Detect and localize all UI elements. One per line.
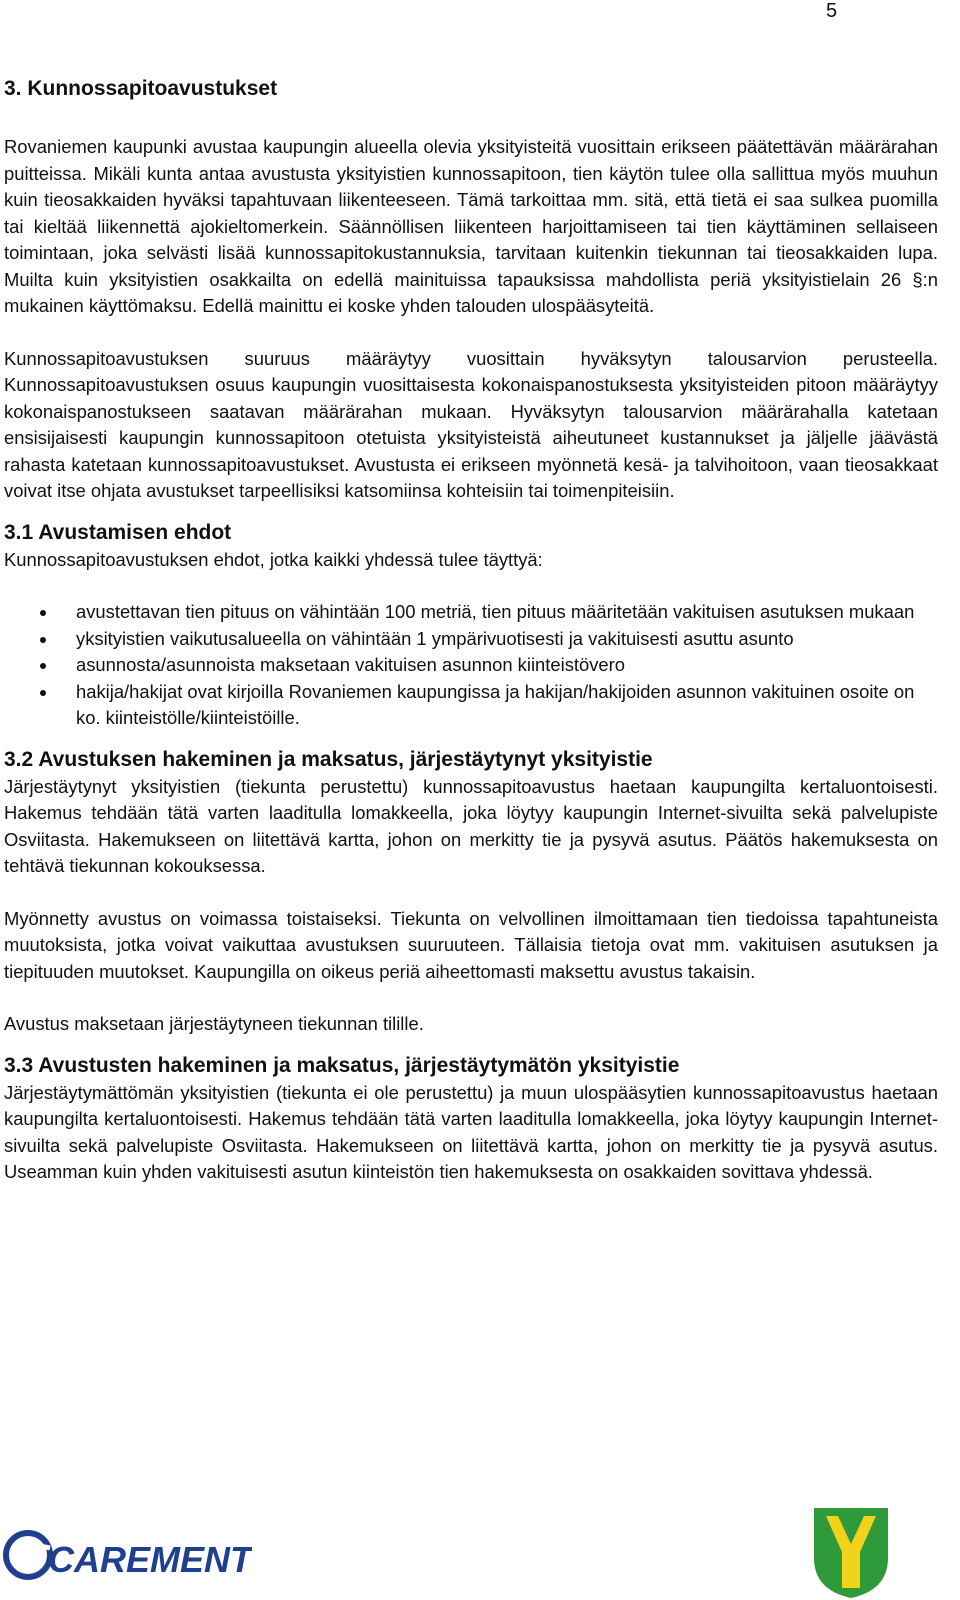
chapter-heading: 3. Kunnossapitoavustukset — [4, 77, 278, 100]
intro-paragraph-1: Rovaniemen kaupunki avustaa kaupungin alueella olevia yksityisteitä vuosittain erikseen päätettävän määrärahan puitteissa. Mikäli kunta antaa avustusta yksityistien kunnossapitoon, tien käytön tulee olla sallittua myös muuhun kuin tieosakkaiden hyväksi tapahtuvaan liikenteeseen. Tämä tarkoittaa mm. sitä, että tietä ei saa sulkea puomilla tai kieltää liikennettä ajokieltomerkein. Säännöllisen liikenteen harjoittamiseen tai tien käyttäminen sellaiseen toimintaan, joka selvästi lisää kunnossapitokustannuksia, tarvitaan kuitenkin tiekunnan tai tieosakkaiden lupa. Muilta kuin yksityistien osakkailta on edellä mainituissa tapauksissa mahdollista periä yksityistielain 26 §:n mukainen käyttömaksu. Edellä mainittu ei koske yhden talouden ulospääsyteitä. — [4, 136, 938, 316]
logo-wordmark: CAREMENT — [48, 1539, 252, 1580]
list-item-text: yksityistien vaikutusalueella on vähintään 1 ympärivuotisesti ja vakituisesti asuttu asunto — [76, 627, 794, 649]
list-item — [4, 599, 938, 626]
bullet-icon — [40, 690, 46, 696]
conditions-list — [4, 599, 938, 732]
list-item-text: hakija/hakijat ovat kirjoilla Rovaniemen kaupungissa ja hakijan/hakijoiden asunnon vakituinen osoite on ko. kiinteistölle/kiinteistöille. — [76, 680, 915, 728]
section-3-2-paragraph-1: Järjestäytynyt yksityistien (tiekunta perustettu) kunnossapitoavustus haetaan kaupungilta kertaluontoisesti. Hakemus tehdään tätä varten laaditulla lomakkeella, joka löytyy kaupungin Internet-sivuilta sekä palvelupiste Osviitasta. Hakemukseen on liitettävä kartta, johon on merkitty tie ja pysyvä asutus. Päätös hakemuksesta on tehtävä tiekunnan kokouksessa. — [4, 775, 938, 876]
section-3-3-heading: 3.3 Avustusten hakeminen ja maksatus, järjestäytymätön yksityistie — [4, 1053, 680, 1077]
list-item — [4, 626, 938, 653]
rovaniemi-crest — [812, 1506, 890, 1600]
intro-paragraph-2: Kunnossapitoavustuksen suuruus määräytyy vuosittain hyväksytyn talousarvion perusteella. Kunnossapitoavustuksen osuus kaupungin vuosittaisesta kokonaispanostuksesta yksityisteiden pitoon määräytyy kokonaispanostukseen saatavan määrärahan mukaan. Hyväksytyn talousarvion määrärahalla katetaan ensisijaisesti kaupungin kunnossapitoon otetuista yksityisteistä aiheutuneet kustannukset ja jäljelle jäävästä rahasta katetaan kunnossapitoavustukset. Avustusta ei erikseen myönnetä kesä- ja talvihoitoon, vaan tieosakkaat voivat itse ohjata avustukset tarpeellisiksi katsomiinsa kohteisiin tai toimenpiteisiin. — [4, 347, 938, 501]
logo-swirl-icon — [6, 1533, 50, 1577]
list-item-text: avustettavan tien pituus on vähintään 100 metriä, tien pituus määritetään vakituisen asutuksen mukaan — [76, 601, 915, 622]
bullet-icon — [40, 637, 46, 643]
list-item-text: asunnosta/asunnoista maksetaan vakituisen asunnon kiinteistövero — [76, 654, 625, 675]
section-3-3-paragraph-1: Järjestäytymättömän yksityistien (tiekunta ei ole perustettu) ja muun ulospääsytien kunnossapitoavustus haetaan kaupungilta kertaluontoisesti. Hakemus tehdään tätä varten laaditulla lomakkeella, joka löytyy kaupungin Internet-sivuilta sekä palvelupiste Osviitasta. Hakemukseen on liitettävä kartta, johon on merkitty tie ja pysyvä asutus. Useamman kuin yhden vakituisesti asutun kiinteistön tien hakemuksesta on osakkaiden sovittava yhdessä. — [4, 1081, 938, 1182]
bullet-icon — [40, 610, 46, 616]
bullet-icon — [40, 663, 46, 669]
carement-logo — [2, 1530, 252, 1580]
section-3-2-paragraph-2: Myönnetty avustus on voimassa toistaiseksi. Tiekunta on velvollinen ilmoittamaan tien tiedoissa tapahtuneista muutoksista, jotka voivat vaikuttaa avustuksen suuruuteen. Tällaisia tietoja ovat mm. vakituisen asutuksen ja tiepituuden muutokset. Kaupungilla on oikeus periä aiheettomasti maksettu avustus takaisin. — [4, 907, 938, 982]
page-number: 5 — [826, 0, 838, 22]
section-3-2-paragraph-3: Avustus maksetaan järjestäytyneen tiekunnan tilille. — [4, 1013, 424, 1034]
list-item — [4, 679, 938, 732]
section-3-1-lead: Kunnossapitoavustuksen ehdot, jotka kaikki yhdessä tulee täyttyä: — [4, 548, 543, 570]
section-3-2-heading: 3.2 Avustuksen hakeminen ja maksatus, järjestäytynyt yksityistie — [4, 747, 653, 771]
section-3-1-heading: 3.1 Avustamisen ehdot — [4, 520, 232, 544]
document-body — [4, 76, 938, 1186]
list-item — [4, 652, 938, 679]
